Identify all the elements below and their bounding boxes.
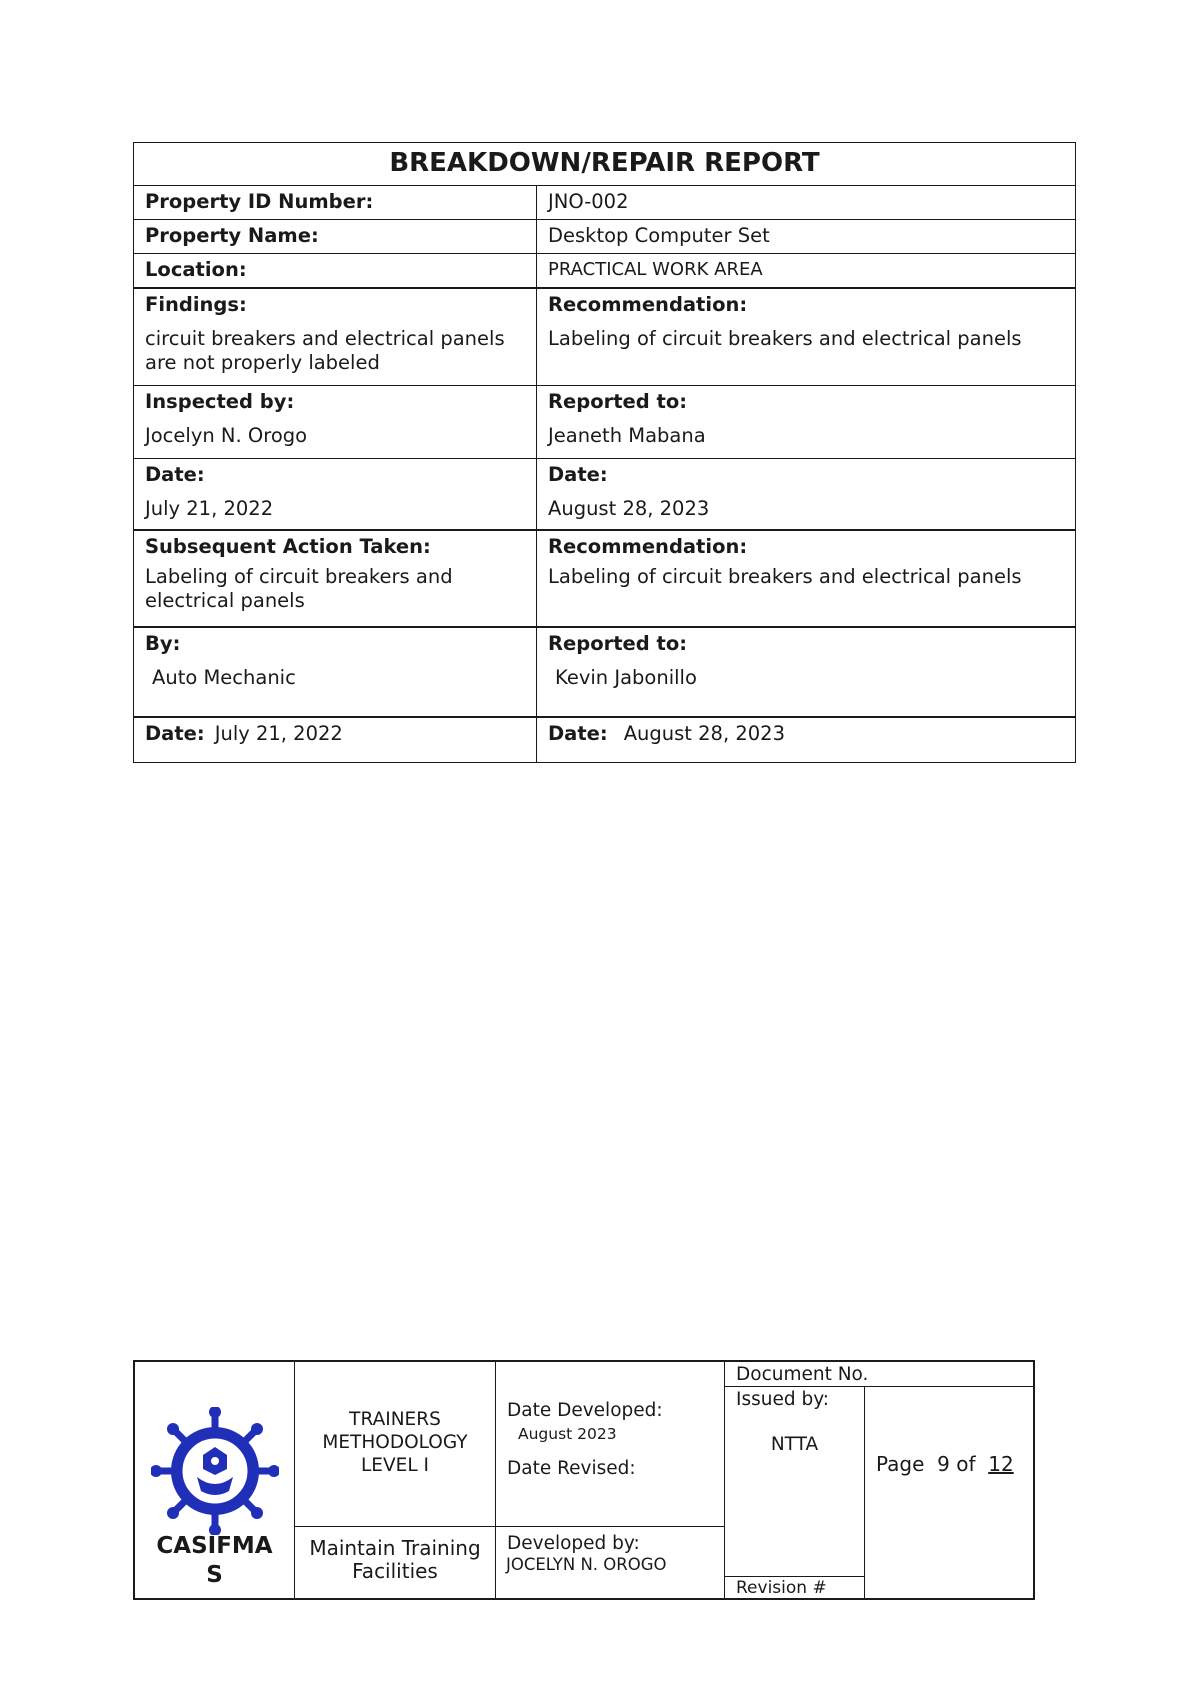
recommendation-value: Labeling of circuit breakers and electrical panels bbox=[548, 327, 1022, 350]
footer-document-column bbox=[725, 1362, 1035, 1598]
inspected-by-cell bbox=[134, 385, 537, 458]
document-footer bbox=[133, 1360, 1035, 1600]
page-number: Page 9 of 12 bbox=[876, 1452, 1014, 1476]
findings-value: circuit breakers and electrical panels are not properly labeled bbox=[145, 327, 505, 374]
recommendation-2-value: Labeling of circuit breakers and electrical panels bbox=[548, 565, 1022, 588]
property-id-value: JNO-002 bbox=[537, 186, 1076, 220]
by-value: Auto Mechanic bbox=[152, 666, 296, 689]
ship-wheel-seal-icon bbox=[151, 1407, 279, 1535]
report-date-2-value: August 28, 2023 bbox=[623, 722, 785, 745]
findings-cell bbox=[134, 288, 537, 385]
revision-label: Revision # bbox=[725, 1576, 864, 1598]
property-name-label: Property Name: bbox=[134, 220, 537, 254]
inspection-date-value: July 21, 2022 bbox=[145, 496, 274, 520]
issued-by-label: Issued by: bbox=[736, 1389, 830, 1410]
action-date-label: Date: bbox=[145, 722, 205, 745]
by-label: By: bbox=[145, 632, 181, 655]
reported-to-2-cell bbox=[537, 627, 1076, 717]
recommendation-2-cell bbox=[537, 530, 1076, 627]
inspected-by-label: Inspected by: bbox=[145, 389, 295, 413]
reported-to-label: Reported to: bbox=[548, 389, 688, 413]
report-date-cell bbox=[537, 458, 1076, 530]
date-developed-label: Date Developed: bbox=[507, 1400, 663, 1421]
developed-by-label: Developed by: bbox=[507, 1533, 640, 1554]
property-id-label: Property ID Number: bbox=[134, 186, 537, 220]
report-title: BREAKDOWN/REPAIR REPORT bbox=[134, 143, 1076, 186]
report-date-value: August 28, 2023 bbox=[548, 496, 710, 520]
action-date-value: July 21, 2022 bbox=[214, 722, 343, 745]
footer-dates-column bbox=[496, 1362, 725, 1598]
course-title: TRAINERS METHODOLOGY LEVEL I bbox=[295, 1362, 495, 1527]
footer-course-column bbox=[295, 1362, 496, 1598]
property-name-value: Desktop Computer Set bbox=[537, 220, 1076, 254]
location-label: Location: bbox=[134, 254, 537, 289]
breakdown-repair-report-table bbox=[133, 142, 1076, 763]
by-cell bbox=[134, 627, 537, 717]
subsequent-action-cell bbox=[134, 530, 537, 627]
reported-to-cell bbox=[537, 385, 1076, 458]
date-developed-value: August 2023 bbox=[518, 1425, 617, 1443]
reported-to-2-label: Reported to: bbox=[548, 632, 688, 655]
developed-by-value: JOCELYN N. OROGO bbox=[506, 1555, 667, 1574]
report-date-label: Date: bbox=[548, 462, 608, 486]
date-revised-label: Date Revised: bbox=[507, 1458, 636, 1479]
subsequent-action-label: Subsequent Action Taken: bbox=[145, 535, 431, 558]
logo-text: CASIFMA S bbox=[156, 1533, 273, 1588]
issued-by-value: NTTA bbox=[770, 1434, 819, 1455]
inspection-date-label: Date: bbox=[145, 462, 205, 486]
issued-by-box bbox=[725, 1387, 865, 1598]
report-date-2-label: Date: bbox=[548, 722, 608, 745]
reported-to-2-value: Kevin Jabonillo bbox=[555, 666, 697, 689]
recommendation-cell bbox=[537, 288, 1076, 385]
recommendation-2-label: Recommendation: bbox=[548, 535, 748, 558]
reported-to-value: Jeaneth Mabana bbox=[548, 423, 706, 447]
inspection-date-cell bbox=[134, 458, 537, 530]
document-number-label: Document No. bbox=[725, 1362, 1035, 1387]
action-date-cell bbox=[134, 717, 537, 762]
module-title: Maintain Training Facilities bbox=[309, 1536, 481, 1583]
recommendation-label: Recommendation: bbox=[548, 293, 748, 316]
findings-label: Findings: bbox=[145, 293, 247, 316]
footer-logo-column bbox=[135, 1362, 295, 1598]
report-date-2-cell bbox=[537, 717, 1076, 762]
subsequent-action-value: Labeling of circuit breakers and electrical panels bbox=[145, 565, 453, 612]
location-value: PRACTICAL WORK AREA bbox=[537, 254, 1076, 289]
inspected-by-value: Jocelyn N. Orogo bbox=[145, 423, 308, 447]
